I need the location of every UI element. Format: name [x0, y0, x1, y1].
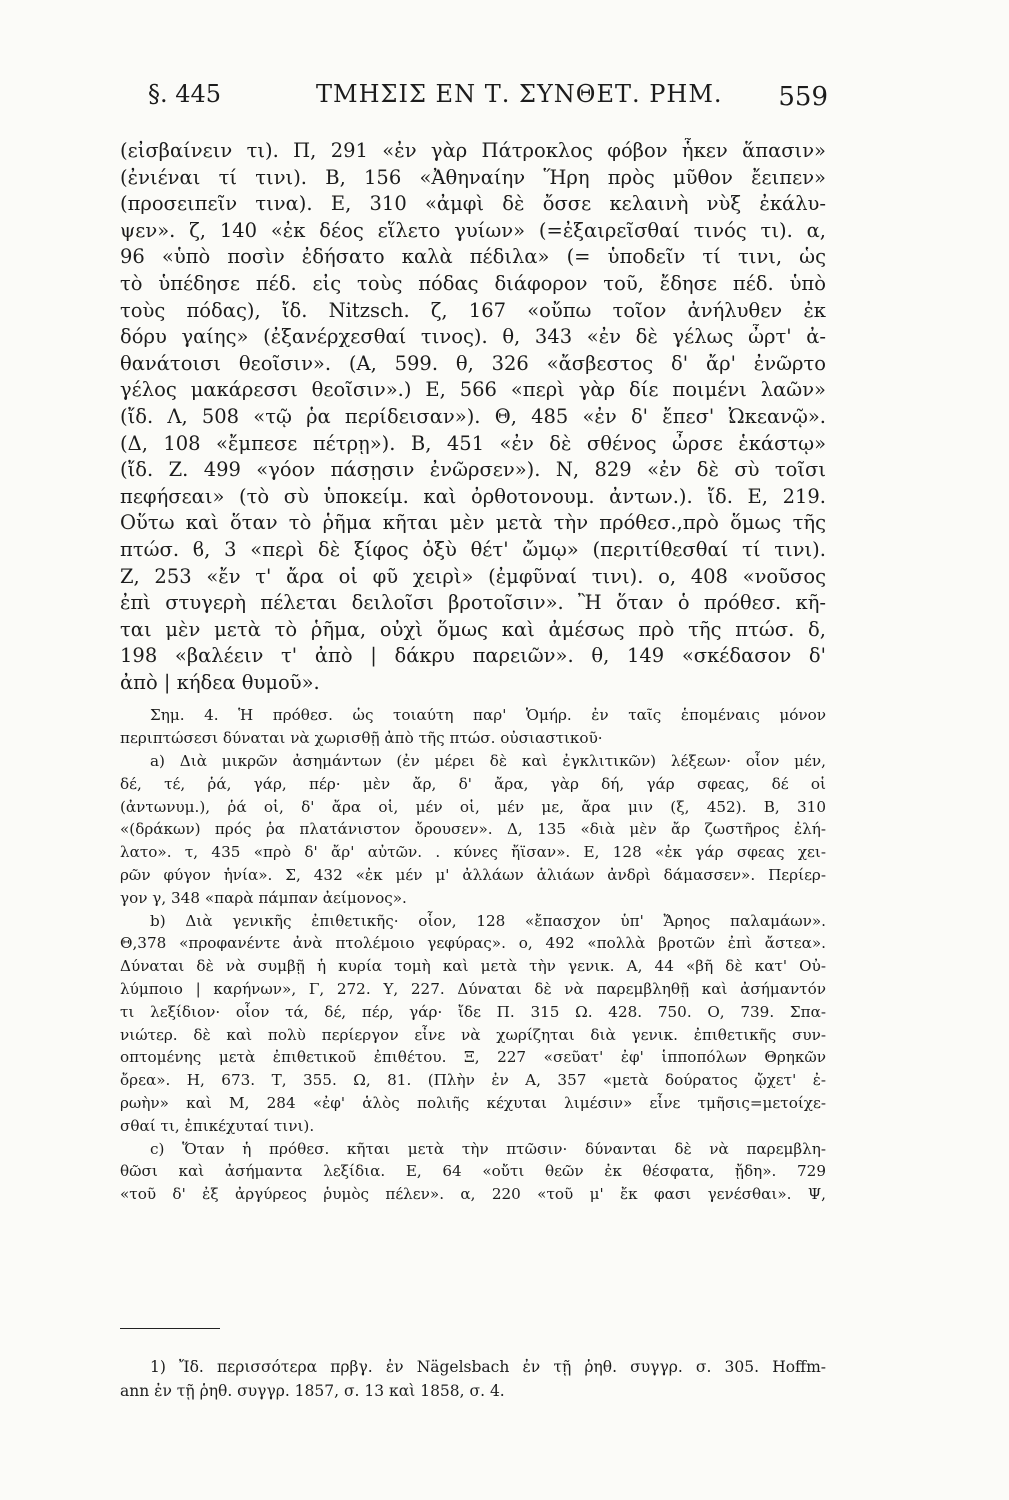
page-number: 559 — [778, 82, 828, 112]
note-line: ρωὴν» καὶ Μ, 284 «ἐφ' ἁλὸς πολιῆς κέχυται λιμέσιν» εἶνε τμῆσις=μετοίχε- — [120, 1094, 826, 1113]
note-line: οπτομένης μετὰ ἐπιθετικοῦ ἐπιθέτου. Ξ, 227 «σεῦατ' ἐφ' ἱπποπόλων Θρηκῶν — [120, 1048, 826, 1067]
text-line: Ζ, 253 «ἔν τ' ἄρα οἱ φῦ χειρὶ» (ἐμφῦναί τινι). ο, 408 «νοῦσος — [120, 564, 826, 588]
note-line: λύμποιο | καρήνων», Γ, 272. Υ, 227. Δύναται δὲ νὰ παρεμβληθῇ καὶ ἀσήμαντόν — [120, 980, 826, 999]
text-line: (ἐνιέναι τί τινι). Β, 156 «Ἀθηναίην Ἥρη πρὸς μῦθον ἔειπεν» — [120, 165, 826, 189]
note-line: γον γ, 348 «παρὰ πάμπαν ἀείμονος». — [120, 888, 407, 907]
text-line: θανάτοισι θεοῖσιν». (Α, 599. θ, 326 «ἄσβεστος δ' ἄρ' ἐνῶρτο — [120, 351, 826, 375]
main-text — [120, 138, 826, 1206]
note-line: c) Ὅταν ἡ πρόθεσ. κῆται μετὰ τὴν πτῶσιν· δύνανται δὲ νὰ παρεμβλη- — [150, 1139, 826, 1158]
text-line: τὸ ὑπέδησε πέδ. εἰς τοὺς πόδας διάφορον τοῦ, ἔδησε πέδ. ὑπὸ — [120, 271, 826, 295]
note-line: σθαί τι, ἐπικέχυταί τινι). — [120, 1116, 315, 1135]
note-line: θῶσι καὶ ἀσήμαντα λεξίδια. Ε, 64 «οὔτι θεῶν ἐκ θέσφατα, ᾔδη». 729 — [120, 1162, 826, 1181]
note-line: δέ, τέ, ῥά, γάρ, πέρ· μὲν ἄρ, δ' ἄρα, γὰρ δή, γάρ σφεας, δέ οἱ — [120, 774, 826, 793]
note-line: τι λεξίδιον· οἷον τά, δέ, πέρ, γάρ· ἴδε Π. 315 Ω. 428. 750. Ο, 739. Σπα- — [120, 1002, 826, 1021]
footnote-line: ann ἐν τῇ ῥηθ. συγγρ. 1857, σ. 13 καὶ 1858, σ. 4. — [120, 1382, 505, 1400]
note-line: «τοῦ δ' ἐξ ἀργύρεος ῥυμὸς πέλεν». α, 220 «τοῦ μ' ἔκ φασι γενέσθαι». Ψ, — [120, 1185, 826, 1204]
text-line: 96 «ὑπὸ ποσὶν ἐδήσατο καλὰ πέδιλα» (= ὑποδεῖν τί τινι, ὡς — [120, 245, 826, 269]
footnote-rule — [120, 1328, 220, 1329]
running-header — [148, 78, 828, 118]
text-line: (ἴδ. Λ, 508 «τῷ ῥα περίδεισαν»). Θ, 485 «ἐν δ' ἔπεσ' Ὠκεανῷ». — [120, 404, 826, 428]
note-line: ρῶν φύγον ἡνία». Σ, 432 «ἐκ μέν μ' ἀλλάων ἁλιάων ἀνδρὶ δάμασσεν». Περίερ- — [120, 866, 826, 885]
text-line: τοὺς πόδας), ἴδ. Nitzsch. ζ, 167 «οὔπω τοῖον ἀνήλυθεν ἐκ — [120, 298, 826, 322]
note-line: (ἀντωνυμ.), ῥά οἱ, δ' ἄρα οἱ, μέν οἱ, μέν με, ἄρα μιν (ξ, 452). Β, 310 — [120, 797, 826, 816]
text-line: ἀπὸ | κήδεα θυμοῦ». — [120, 670, 320, 694]
note-line: b) Διὰ γενικῆς ἐπιθετικῆς· οἷον, 128 «ἔπασχον ὑπ' Ἄρηος παλαμάων». — [150, 911, 826, 930]
note-line: νιώτερ. δὲ καὶ πολὺ περίεργον εἶνε νὰ χωρίζηται διὰ γενικ. ἐπιθετικῆς συν- — [120, 1025, 826, 1044]
footnote — [120, 1355, 826, 1403]
text-line: δόρυ γαίης» (ἐξανέρχεσθαί τινος). θ, 343 «ἐν δὲ γέλως ὦρτ' ἀ- — [120, 325, 826, 349]
text-line: πεφήσεαι» (τὸ σὺ ὑποκείμ. καὶ ὀρθοτονουμ. ἀντων.). ἴδ. Ε, 219. — [120, 484, 826, 508]
text-line: Οὕτω καὶ ὅταν τὸ ῥῆμα κῆται μὲν μετὰ τὴν πρόθεσ.,πρὸ ὅμως τῆς — [120, 511, 826, 535]
footnote-line: 1) Ἴδ. περισσότερα πρβγ. ἐν Nägelsbach ἐν τῇ ῥηθ. συγγρ. σ. 305. Hoffm- — [150, 1358, 826, 1376]
text-line: γέλος μακάρεσσι θεοῖσιν».) Ε, 566 «περὶ γὰρ δίε ποιμένι λαῶν» — [120, 378, 826, 402]
text-line: 198 «βαλέειν τ' ἀπὸ | δάκρυ παρειῶν». θ, 149 «σκέδασον δ' — [120, 644, 826, 668]
note-line: περιπτώσεσι δύναται νὰ χωρισθῇ ἀπὸ τῆς πτώσ. οὐσιαστικοῦ· — [120, 729, 603, 748]
running-title: ΤΜΗΣΙΣ ΕΝ Τ. ΣΥΝΘΕΤ. ΡΗΜ. — [316, 80, 723, 108]
note-line: Θ,378 «προφανέντε ἀνὰ πτολέμοιο γεφύρας». ο, 492 «πολλὰ βροτῶν ἐπὶ ἄστεα». — [120, 934, 826, 953]
text-line: (ἴδ. Ζ. 499 «γόον πάσῃσιν ἐνῶρσεν»). Ν, 829 «ἐν δὲ σὺ τοῖσι — [120, 458, 826, 482]
text-line: (εἰσβαίνειν τι). Π, 291 «ἐν γὰρ Πάτροκλος φόβον ἧκεν ἅπασιν» — [120, 139, 826, 162]
section-number: §. 445 — [148, 80, 222, 108]
text-line: ψεν». ζ, 140 «ἐκ δέος εἵλετο γυίων» (=ἐξαιρεῖσθαί τινός τι). α, — [120, 218, 826, 242]
text-line: (προσειπεῖν τινα). Ε, 310 «ἀμφὶ δὲ ὄσσε κελαινὴ νὺξ ἐκάλυ- — [120, 192, 826, 216]
text-line: ται μὲν μετὰ τὸ ῥῆμα, οὐχὶ ὅμως καὶ ἀμέσως πρὸ τῆς πτώσ. δ, — [120, 617, 826, 641]
text-line: (Δ, 108 «ἔμπεσε πέτρῃ»). Β, 451 «ἐν δὲ σθένος ὦρσε ἑκάστῳ» — [120, 431, 826, 455]
note-line: a) Διὰ μικρῶν ἀσημάντων (ἐν μέρει δὲ καὶ ἐγκλιτικῶν) λέξεων· οἷον μέν, — [150, 752, 826, 771]
text-line: πτώσ. ϐ, 3 «περὶ δὲ ξίφος ὀξὺ θέτ' ὤμῳ» (περιτίθεσθαί τί τινι). — [120, 537, 826, 561]
note-line: ὄρεα». Η, 673. Τ, 355. Ω, 81. (Πλὴν ἐν Α, 357 «μετὰ δούρατος ᾤχετ' ἐ- — [120, 1071, 826, 1090]
note-line: «(δράκων) πρός ῥα πλατάνιστον ὄρουσεν». Δ, 135 «διὰ μὲν ἄρ ζωστῆρος ἐλή- — [120, 820, 826, 839]
text-line: ἐπὶ στυγερὴ πέλεται δειλοῖσι βροτοῖσιν». Ἢ ὅταν ὁ πρόθεσ. κῆ- — [120, 591, 826, 615]
note-line: Δύναται δὲ νὰ συμβῇ ἡ κυρία τομὴ καὶ μετὰ τὴν γενικ. Α, 44 «βῆ δὲ κατ' Οὐ- — [120, 957, 826, 976]
note-line: Σημ. 4. Ἡ πρόθεσ. ὡς τοιαύτη παρ' Ὁμήρ. ἐν ταῖς ἑπομέναις μόνον — [150, 706, 826, 725]
note-line: λατο». τ, 435 «πρὸ δ' ἄρ' αὐτῶν. . κύνες ἤϊσαν». Ε, 128 «ἐκ γάρ σφεας χει- — [120, 843, 826, 862]
